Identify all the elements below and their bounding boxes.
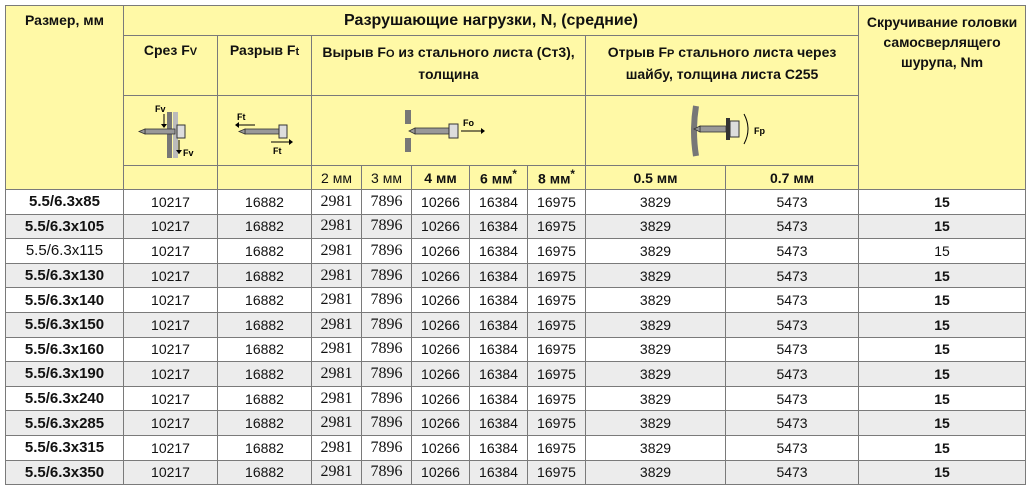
- cell-w07: 5473: [726, 435, 859, 460]
- cell-size: 5.5/6.3x115: [6, 239, 124, 264]
- cell-p8: 16975: [528, 190, 586, 215]
- cell-p8: 16975: [528, 337, 586, 362]
- size-header: Размер, мм: [6, 6, 124, 190]
- cell-p4: 10266: [412, 190, 470, 215]
- cell-shear: 10217: [124, 263, 218, 288]
- cell-w05: 3829: [586, 386, 726, 411]
- cell-tear: 16882: [218, 460, 312, 485]
- thickness-3mm: 3 мм: [362, 166, 412, 190]
- cell-p3: 7896: [362, 435, 412, 460]
- cell-p6: 16384: [470, 337, 528, 362]
- table-row: [6, 288, 1026, 313]
- table-row: [6, 312, 1026, 337]
- table-row: [6, 435, 1026, 460]
- cell-tear: 16882: [218, 411, 312, 436]
- cell-w07: 5473: [726, 214, 859, 239]
- loads-header: Разрушающие нагрузки, N, (средние): [124, 6, 859, 36]
- cell-size: 5.5/6.3x315: [6, 435, 124, 460]
- cell-w05: 3829: [586, 214, 726, 239]
- cell-w07: 5473: [726, 386, 859, 411]
- table-row: [6, 362, 1026, 387]
- cell-p4: 10266: [412, 411, 470, 436]
- cell-size: 5.5/6.3x190: [6, 362, 124, 387]
- table-row: [6, 337, 1026, 362]
- cell-p4: 10266: [412, 460, 470, 485]
- cell-size: 5.5/6.3x130: [6, 263, 124, 288]
- shear-header: Срез FV: [124, 36, 218, 96]
- cell-p3: 7896: [362, 214, 412, 239]
- tear-header: Разрыв Ft: [218, 36, 312, 96]
- cell-p2: 2981: [312, 460, 362, 485]
- cell-w05: 3829: [586, 411, 726, 436]
- cell-twist: 15: [859, 386, 1026, 411]
- cell-twist: 15: [859, 337, 1026, 362]
- cell-p2: 2981: [312, 263, 362, 288]
- cell-tear: 16882: [218, 386, 312, 411]
- cell-p3: 7896: [362, 362, 412, 387]
- cell-w07: 5473: [726, 263, 859, 288]
- cell-w05: 3829: [586, 435, 726, 460]
- svg-text:Fv: Fv: [182, 147, 194, 158]
- cell-p4: 10266: [412, 312, 470, 337]
- cell-p4: 10266: [412, 435, 470, 460]
- cell-size: 5.5/6.3x150: [6, 312, 124, 337]
- cell-p3: 7896: [362, 263, 412, 288]
- cell-p6: 16384: [470, 386, 528, 411]
- table-row: [6, 214, 1026, 239]
- cell-p2: 2981: [312, 239, 362, 264]
- cell-p3: 7896: [362, 460, 412, 485]
- thickness-4mm: 4 мм: [412, 166, 470, 190]
- svg-text:Fp: Fp: [754, 125, 766, 136]
- cell-p8: 16975: [528, 288, 586, 313]
- table-row: [6, 460, 1026, 485]
- pullthrough-header: Отрыв FP стального листа через шайбу, толщина листа С255: [586, 36, 859, 96]
- cell-p4: 10266: [412, 337, 470, 362]
- cell-p8: 16975: [528, 411, 586, 436]
- cell-twist: 15: [859, 312, 1026, 337]
- thickness-8mm: 8 мм*: [528, 166, 586, 190]
- cell-p6: 16384: [470, 435, 528, 460]
- cell-shear: 10217: [124, 362, 218, 387]
- cell-p3: 7896: [362, 337, 412, 362]
- cell-shear: 10217: [124, 288, 218, 313]
- shear-thickness-blank: [124, 166, 218, 190]
- cell-twist: 15: [859, 288, 1026, 313]
- cell-p6: 16384: [470, 312, 528, 337]
- cell-w05: 3829: [586, 239, 726, 264]
- load-table: [5, 5, 1026, 485]
- cell-tear: 16882: [218, 435, 312, 460]
- cell-w05: 3829: [586, 312, 726, 337]
- cell-w05: 3829: [586, 263, 726, 288]
- cell-tear: 16882: [218, 190, 312, 215]
- cell-p3: 7896: [362, 190, 412, 215]
- table-body: [6, 190, 1026, 485]
- cell-twist: 15: [859, 460, 1026, 485]
- cell-twist: 15: [859, 263, 1026, 288]
- cell-w05: 3829: [586, 337, 726, 362]
- cell-p6: 16384: [470, 288, 528, 313]
- cell-size: 5.5/6.3x160: [6, 337, 124, 362]
- cell-p2: 2981: [312, 435, 362, 460]
- cell-p2: 2981: [312, 214, 362, 239]
- cell-p4: 10266: [412, 263, 470, 288]
- cell-p3: 7896: [362, 386, 412, 411]
- cell-tear: 16882: [218, 263, 312, 288]
- cell-p3: 7896: [362, 288, 412, 313]
- cell-size: 5.5/6.3x140: [6, 288, 124, 313]
- cell-shear: 10217: [124, 312, 218, 337]
- cell-tear: 16882: [218, 214, 312, 239]
- cell-p6: 16384: [470, 263, 528, 288]
- cell-w05: 3829: [586, 190, 726, 215]
- cell-twist: 15: [859, 239, 1026, 264]
- pullthrough-diagram-icon: [586, 96, 859, 166]
- cell-size: 5.5/6.3x350: [6, 460, 124, 485]
- thickness-2mm: 2 мм: [312, 166, 362, 190]
- cell-p8: 16975: [528, 362, 586, 387]
- washer-thickness-05: 0.5 мм: [586, 166, 726, 190]
- table-row: [6, 386, 1026, 411]
- cell-p6: 16384: [470, 411, 528, 436]
- svg-text:Fo: Fo: [462, 117, 474, 128]
- cell-shear: 10217: [124, 214, 218, 239]
- cell-w07: 5473: [726, 460, 859, 485]
- cell-w07: 5473: [726, 190, 859, 215]
- table-row: [6, 190, 1026, 215]
- cell-p8: 16975: [528, 312, 586, 337]
- cell-w05: 3829: [586, 460, 726, 485]
- cell-p6: 16384: [470, 239, 528, 264]
- cell-p8: 16975: [528, 460, 586, 485]
- cell-p6: 16384: [470, 362, 528, 387]
- cell-w05: 3829: [586, 362, 726, 387]
- cell-p2: 2981: [312, 386, 362, 411]
- cell-p8: 16975: [528, 214, 586, 239]
- cell-p2: 2981: [312, 411, 362, 436]
- cell-p6: 16384: [470, 190, 528, 215]
- cell-size: 5.5/6.3x105: [6, 214, 124, 239]
- table-row: [6, 239, 1026, 264]
- cell-tear: 16882: [218, 362, 312, 387]
- cell-p8: 16975: [528, 239, 586, 264]
- thickness-6mm: 6 мм*: [470, 166, 528, 190]
- cell-p2: 2981: [312, 337, 362, 362]
- cell-shear: 10217: [124, 386, 218, 411]
- cell-p2: 2981: [312, 190, 362, 215]
- tear-diagram-icon: [218, 96, 312, 166]
- cell-w07: 5473: [726, 337, 859, 362]
- pullout-header: Вырыв FO из стального листа (Ст3), толщина: [312, 36, 586, 96]
- svg-text:Fv: Fv: [154, 103, 166, 114]
- cell-p8: 16975: [528, 263, 586, 288]
- cell-shear: 10217: [124, 190, 218, 215]
- cell-w07: 5473: [726, 312, 859, 337]
- washer-thickness-07: 0.7 мм: [726, 166, 859, 190]
- cell-p3: 7896: [362, 312, 412, 337]
- cell-shear: 10217: [124, 460, 218, 485]
- shear-diagram-icon: [124, 96, 218, 166]
- svg-text:Ft: Ft: [272, 145, 281, 156]
- cell-shear: 10217: [124, 411, 218, 436]
- cell-p2: 2981: [312, 312, 362, 337]
- cell-size: 5.5/6.3x240: [6, 386, 124, 411]
- twist-header: Скручивание головки самосверлящего шурупа, Nm: [859, 6, 1026, 190]
- cell-p2: 2981: [312, 288, 362, 313]
- cell-p3: 7896: [362, 239, 412, 264]
- cell-tear: 16882: [218, 288, 312, 313]
- cell-twist: 15: [859, 190, 1026, 215]
- cell-twist: 15: [859, 435, 1026, 460]
- cell-twist: 15: [859, 362, 1026, 387]
- cell-p2: 2981: [312, 362, 362, 387]
- cell-w05: 3829: [586, 288, 726, 313]
- cell-shear: 10217: [124, 239, 218, 264]
- cell-tear: 16882: [218, 312, 312, 337]
- cell-twist: 15: [859, 214, 1026, 239]
- cell-tear: 16882: [218, 239, 312, 264]
- cell-p6: 16384: [470, 460, 528, 485]
- cell-w07: 5473: [726, 288, 859, 313]
- tear-thickness-blank: [218, 166, 312, 190]
- cell-size: 5.5/6.3x85: [6, 190, 124, 215]
- cell-shear: 10217: [124, 337, 218, 362]
- cell-p6: 16384: [470, 214, 528, 239]
- cell-p4: 10266: [412, 239, 470, 264]
- cell-p8: 16975: [528, 386, 586, 411]
- cell-tear: 16882: [218, 337, 312, 362]
- cell-w07: 5473: [726, 362, 859, 387]
- cell-p4: 10266: [412, 288, 470, 313]
- cell-shear: 10217: [124, 435, 218, 460]
- table-row: [6, 411, 1026, 436]
- cell-p4: 10266: [412, 214, 470, 239]
- pullout-diagram-icon: [312, 96, 586, 166]
- table-row: [6, 263, 1026, 288]
- cell-p8: 16975: [528, 435, 586, 460]
- svg-text:Ft: Ft: [236, 111, 245, 122]
- cell-twist: 15: [859, 411, 1026, 436]
- cell-p4: 10266: [412, 386, 470, 411]
- cell-size: 5.5/6.3x285: [6, 411, 124, 436]
- cell-p4: 10266: [412, 362, 470, 387]
- cell-w07: 5473: [726, 411, 859, 436]
- cell-p3: 7896: [362, 411, 412, 436]
- cell-w07: 5473: [726, 239, 859, 264]
